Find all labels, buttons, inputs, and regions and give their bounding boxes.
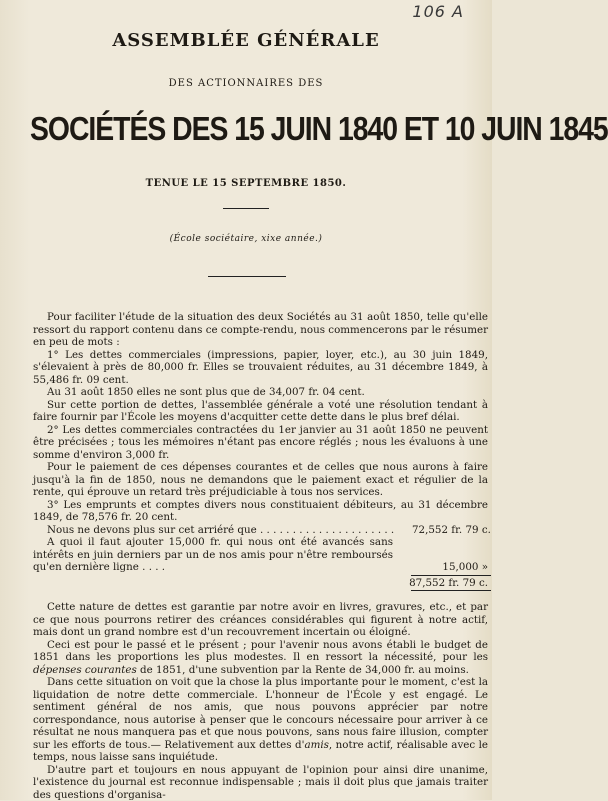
societies-heading: SOCIÉTÉS DES 15 JUIN 1840 ET 10 JUIN 1845	[30, 110, 434, 148]
paragraph-intro: Pour faciliter l'étude de la situation des deux Sociétés au 31 août 1850, telle qu'elle ressort du rapport contenu dans ce compte-rendu, nous commencerons par le résumer en peu de mots :	[33, 311, 488, 349]
paragraph-loans: 3° Les emprunts et comptes divers nous constituaient débiteurs, au 31 décembre 1849, de 78,576 fr. 20 cent.	[33, 499, 488, 524]
meeting-date: TENUE LE 15 SEPTEMBRE 1850.	[0, 178, 492, 189]
divider-short	[223, 208, 269, 209]
edition-note: (École sociétaire, xixe année.)	[0, 234, 492, 244]
paragraph-debts-1b: Au 31 août 1850 elles ne sont plus que de 34,007 fr. 04 cent.	[33, 386, 488, 399]
divider-long	[208, 276, 286, 277]
archive-mark: 106 A	[412, 2, 464, 21]
total-amount: 87,552 fr. 79 c.	[398, 577, 488, 590]
sum-rule-bottom	[411, 590, 491, 591]
paragraph-guarantee: Cette nature de dettes est garantie par notre avoir en livres, gravures, etc., et par ce que nous pourrons retirer des créances considérables qui figurent à notre actif, mais dont un grand nombre est d'un recouvrement incertain ou éloigné.	[33, 601, 488, 639]
paragraph-journal: D'autre part et toujours en nous appuyant de l'opinion pour ainsi dire unanime, l'existence du journal est reconnue indispensable ; mais il doit plus que jamais traiter des questions d'organisa-	[33, 764, 488, 801]
paragraph-debts-2: 2° Les dettes commerciales contractées du 1er janvier au 31 août 1850 ne peuvent être précisées ; tous les mémoires n'étant pas encore réglés ; nous les évaluons à une somme d'environ 3,000 fr.	[33, 424, 488, 462]
amount-label: Nous ne devons plus sur cet arriéré que . . . . . . . . . . . . . . . . . . . . .	[33, 524, 394, 537]
paragraph-resolution: Sur cette portion de dettes, l'assemblée générale a voté une résolution tendant à faire fournir par l'École les moyens d'acquitter cette dette dans le plus bref délai.	[33, 399, 488, 424]
paragraph-liquidation: Dans cette situation on voit que la chose la plus importante pour le moment, c'est la liquidation de notre dette commerciale. L'honneur de l'École y est engagé. Le sentiment général de nos amis, que nous pouvons apprécier par notre correspondance, nous autorise à penser que le concours nécessaire pour arriver à ce résultat ne nous manquera pas et que nous pouvons, sans nous faire illusion, compter sur les efforts de tous.— Relativement aux dettes d'amis, notre actif, réalisable avec le temps, nous laisse sans inquiétude.	[33, 676, 488, 764]
amount-row-total	[33, 577, 488, 590]
page-title: ASSEMBLÉE GÉNÉRALE	[0, 30, 492, 51]
paragraph-debts-1: 1° Les dettes commerciales (impressions, papier, loyer, etc.), au 30 juin 1849, s'élevaient à près de 80,000 fr. Elles se trouvaient réduites, au 31 décembre 1849, à 55,486 fr. 09 cent.	[33, 349, 488, 387]
amount-value: 72,552 fr. 79 c.	[398, 524, 488, 537]
amount-row-arrears	[33, 524, 488, 537]
amount-value: 15,000 »	[398, 561, 488, 574]
report-body	[33, 311, 488, 801]
amount-row-advance	[33, 536, 488, 574]
sum-rule	[411, 575, 491, 576]
paragraph-budget: Ceci est pour le passé et le présent ; pour l'avenir nous avons établi le budget de 1851 dans les proportions les plus modestes. Il en ressort la nécessité, pour les dépenses courantes de 1851, d'une subvention par la Rente de 34,000 fr. au moins.	[33, 639, 488, 677]
page-subtitle: DES ACTIONNAIRES DES	[0, 78, 492, 89]
amount-label: A quoi il faut ajouter 15,000 fr. qui nous ont été avancés sans intérêts en juin derniers par un de nos amis pour n'être remboursés qu'en dernière ligne . . . .	[33, 536, 393, 574]
paragraph-payment: Pour le paiement de ces dépenses courantes et de celles que nous aurons à faire jusqu'à la fin de 1850, nous ne demandons que le paiement exact et régulier de la rente, qui éprouve un retard très préjudiciable à tous nos services.	[33, 461, 488, 499]
